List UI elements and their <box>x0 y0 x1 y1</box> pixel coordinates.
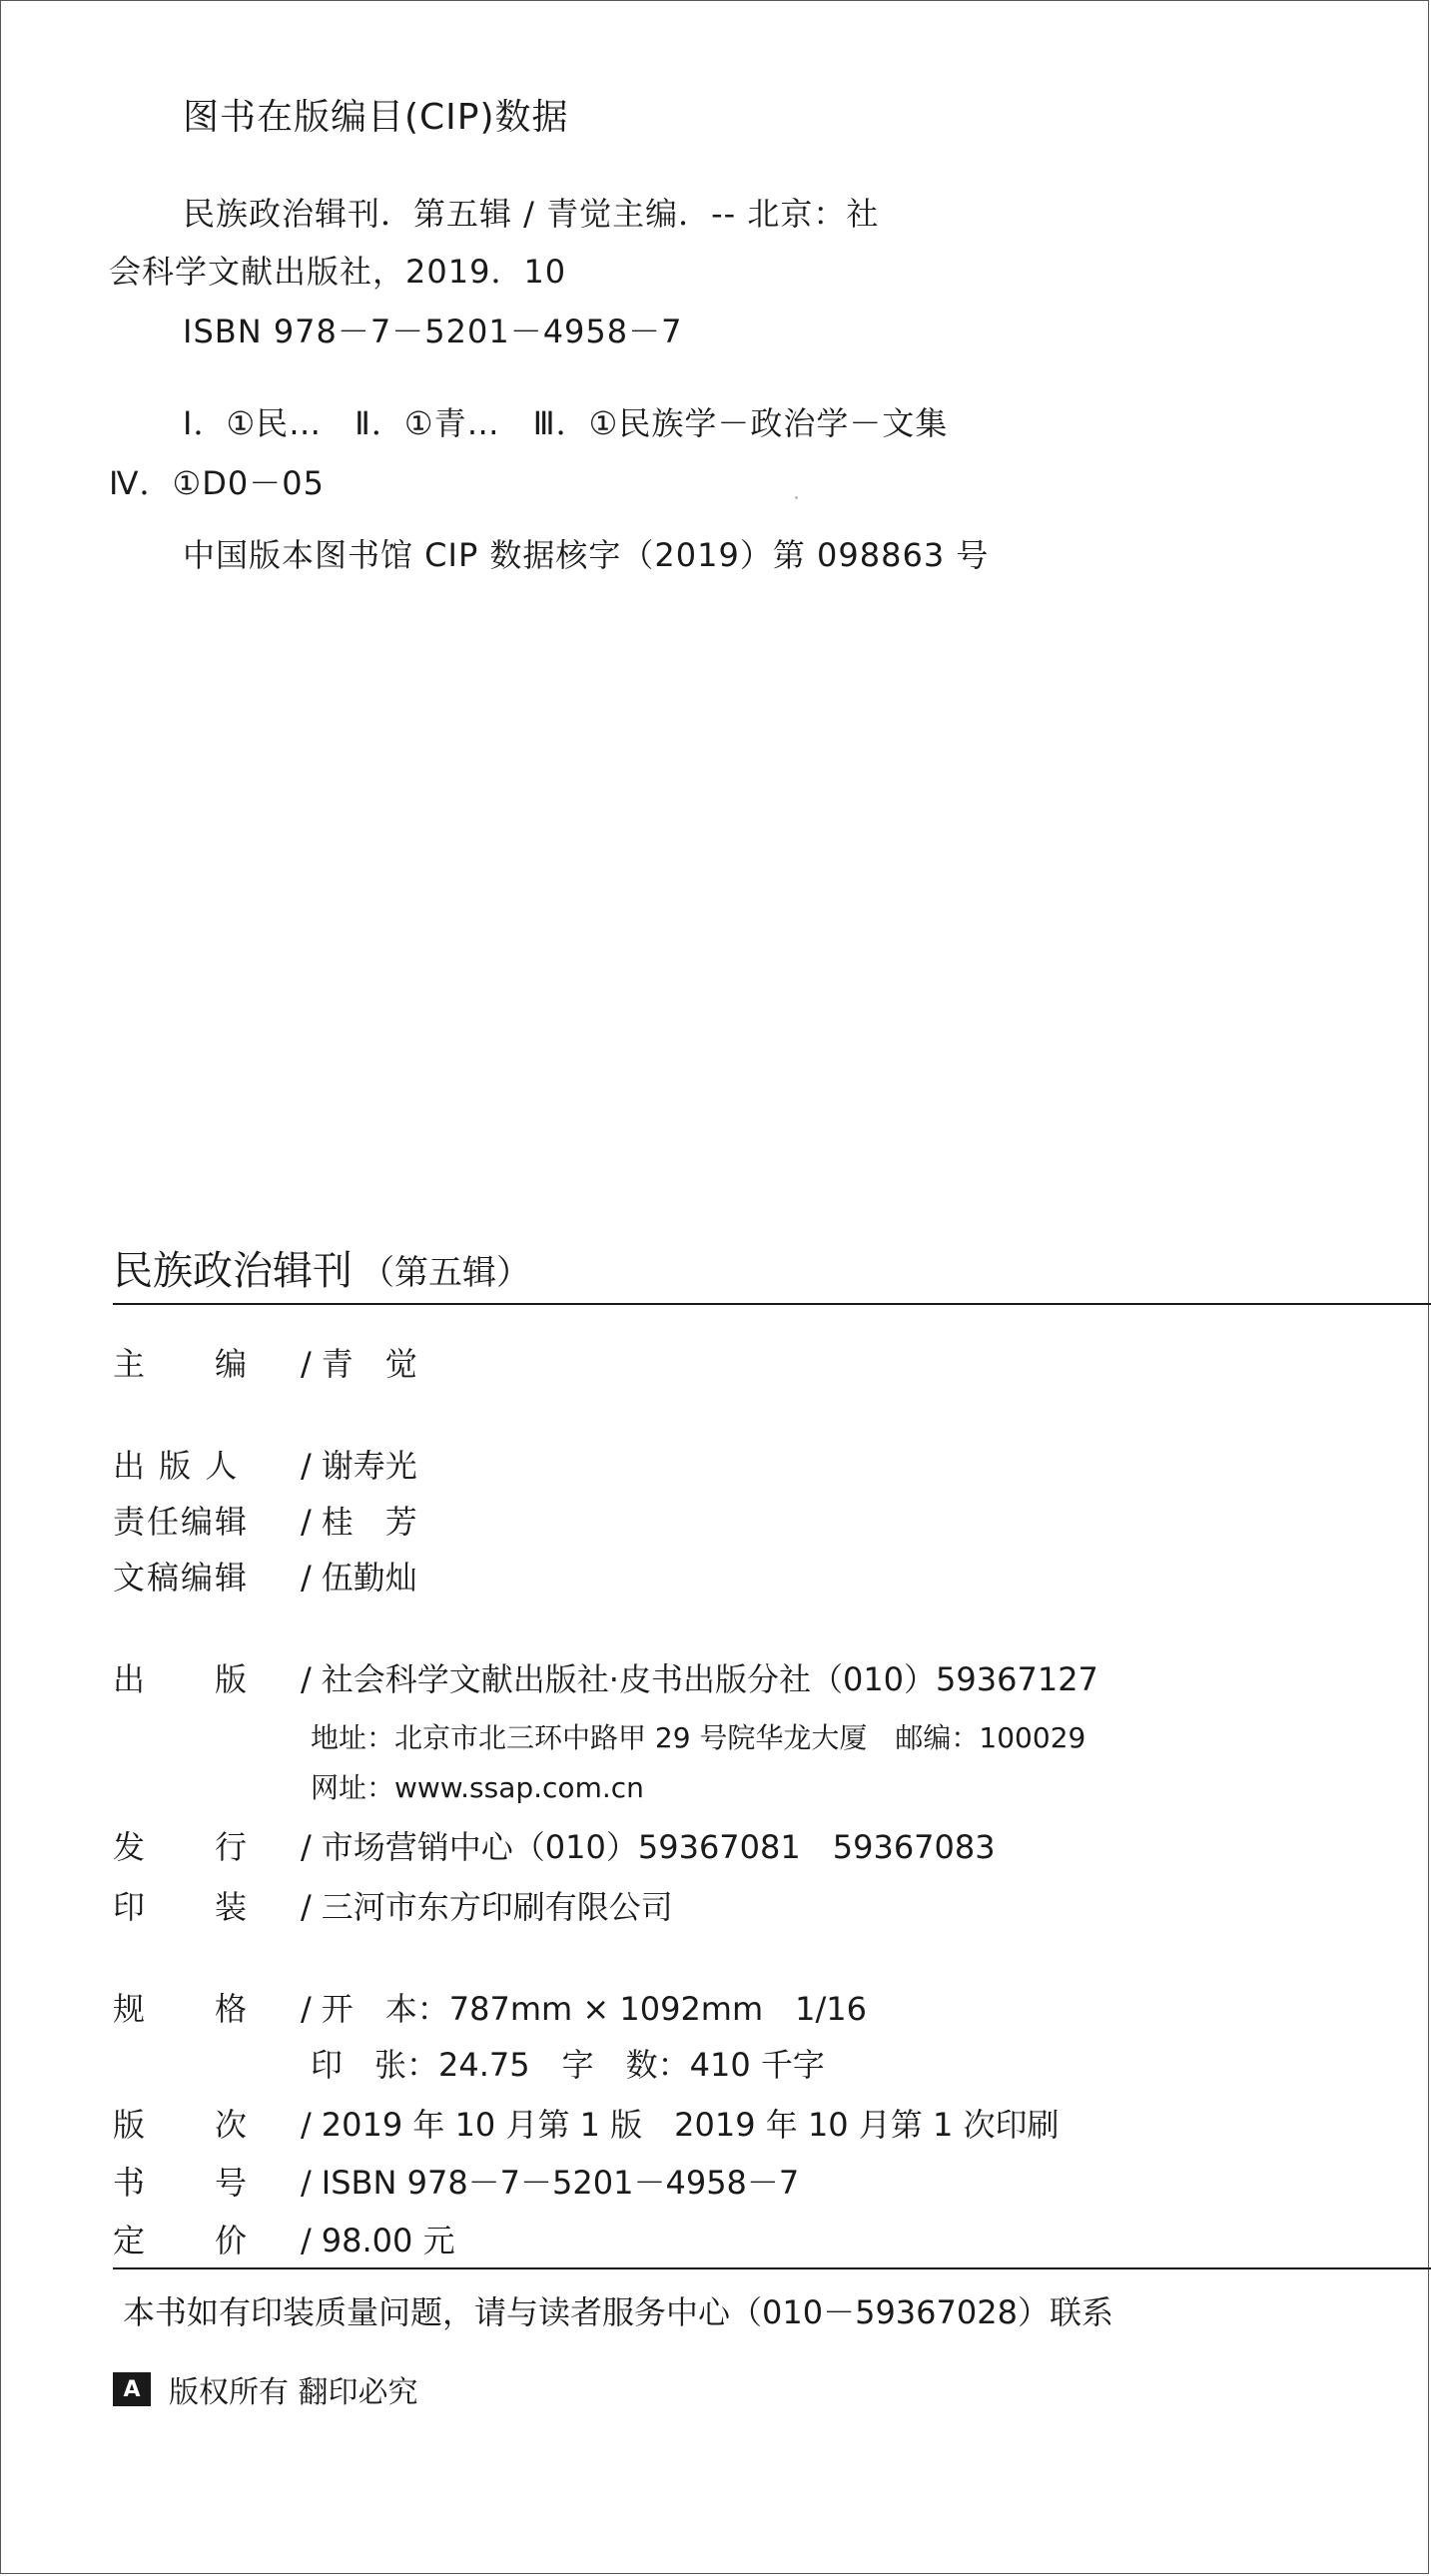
book-number-label: 书 号 <box>113 2164 250 2202</box>
specs-sheets: 印 张：24.75 字 数：410 千字 <box>311 2046 825 2084</box>
book-title-volume: （第五辑） <box>360 1253 530 1293</box>
book-number-value: ISBN 978－7－5201－4958－7 <box>321 2164 800 2202</box>
credit-separator: / <box>301 1503 312 1541</box>
price-row <box>113 2216 455 2261</box>
edition-value: 2019 年 10 月第 1 版 2019 年 10 月第 1 次印刷 <box>321 2106 1060 2144</box>
distribution-label: 发 行 <box>113 1828 250 1866</box>
cip-line-1: 民族政治辑刊．第五辑 / 青觉主编．-- 北京：社 <box>183 195 880 233</box>
credit-value: 伍勤灿 <box>321 1559 417 1597</box>
distribution-row <box>113 1822 996 1868</box>
credit-row-publisher-person <box>113 1441 417 1487</box>
separator: / <box>301 2164 312 2202</box>
edition-label: 版 次 <box>113 2106 250 2144</box>
credit-row-responsible-editor <box>113 1497 417 1543</box>
credit-row-editor <box>113 1339 417 1385</box>
rights-line <box>113 2367 418 2411</box>
credit-value: 谢寿光 <box>321 1447 417 1485</box>
specs-row <box>113 1984 867 2030</box>
separator: / <box>301 1888 312 1926</box>
printing-row <box>113 1882 673 1928</box>
separator: / <box>301 1660 312 1698</box>
credit-value: 桂 芳 <box>321 1503 417 1541</box>
book-number-row <box>113 2158 799 2204</box>
book-title <box>113 1239 530 1296</box>
quality-note: 本书如有印装质量问题，请与读者服务中心（010－59367028）联系 <box>123 2293 1113 2331</box>
credit-separator: / <box>301 1345 312 1383</box>
publisher-logo-icon: A <box>113 2372 151 2406</box>
cip-isbn: ISBN 978－7－5201－4958－7 <box>183 313 683 350</box>
book-title-main: 民族政治辑刊 <box>113 1248 353 1294</box>
cip-line-2: 会科学文献出版社，2019．10 <box>109 253 567 291</box>
distribution-value: 市场营销中心（010）59367081 59367083 <box>321 1828 996 1866</box>
specs-label: 规 格 <box>113 1990 250 2028</box>
credit-label: 文稿编辑 <box>113 1559 250 1597</box>
cip-title: 图书在版编目(CIP)数据 <box>183 97 569 138</box>
publisher-value: 社会科学文献出版社·皮书出版分社（010）59367127 <box>321 1660 1098 1698</box>
cip-classification-1: Ⅰ．①民… Ⅱ．①青… Ⅲ．①民族学－政治学－文集 <box>183 404 949 442</box>
publisher-website: 网址：www.ssap.com.cn <box>311 1771 644 1804</box>
cip-record-number: 中国版本图书馆 CIP 数据核字（2019）第 098863 号 <box>183 536 990 574</box>
credit-value: 青 觉 <box>321 1345 417 1383</box>
publisher-address: 地址：北京市北三环中路甲 29 号院华龙大厦 邮编：100029 <box>311 1721 1086 1754</box>
divider-bottom <box>113 2267 1431 2269</box>
speck <box>795 496 798 499</box>
credit-label: 责任编辑 <box>113 1503 250 1541</box>
specs-format: 开 本：787mm × 1092mm 1/16 <box>321 1990 868 2028</box>
printing-value: 三河市东方印刷有限公司 <box>321 1888 673 1926</box>
publisher-row <box>113 1654 1098 1700</box>
credit-label: 出 版 人 <box>113 1447 240 1485</box>
price-value: 98.00 元 <box>321 2222 455 2259</box>
credit-separator: / <box>301 1447 312 1485</box>
printing-label: 印 装 <box>113 1888 250 1926</box>
credit-separator: / <box>301 1559 312 1597</box>
separator: / <box>301 2222 312 2259</box>
divider-top <box>113 1303 1431 1305</box>
separator: / <box>301 1990 312 2028</box>
separator: / <box>301 2106 312 2144</box>
edition-row <box>113 2100 1060 2146</box>
cip-classification-2: Ⅳ．①D0－05 <box>109 464 325 502</box>
separator: / <box>301 1828 312 1866</box>
publisher-label: 出 版 <box>113 1660 250 1698</box>
rights-text: 版权所有 翻印必究 <box>169 2375 418 2410</box>
price-label: 定 价 <box>113 2222 250 2259</box>
credit-row-copy-editor <box>113 1553 417 1599</box>
credit-label: 主 编 <box>113 1345 250 1383</box>
